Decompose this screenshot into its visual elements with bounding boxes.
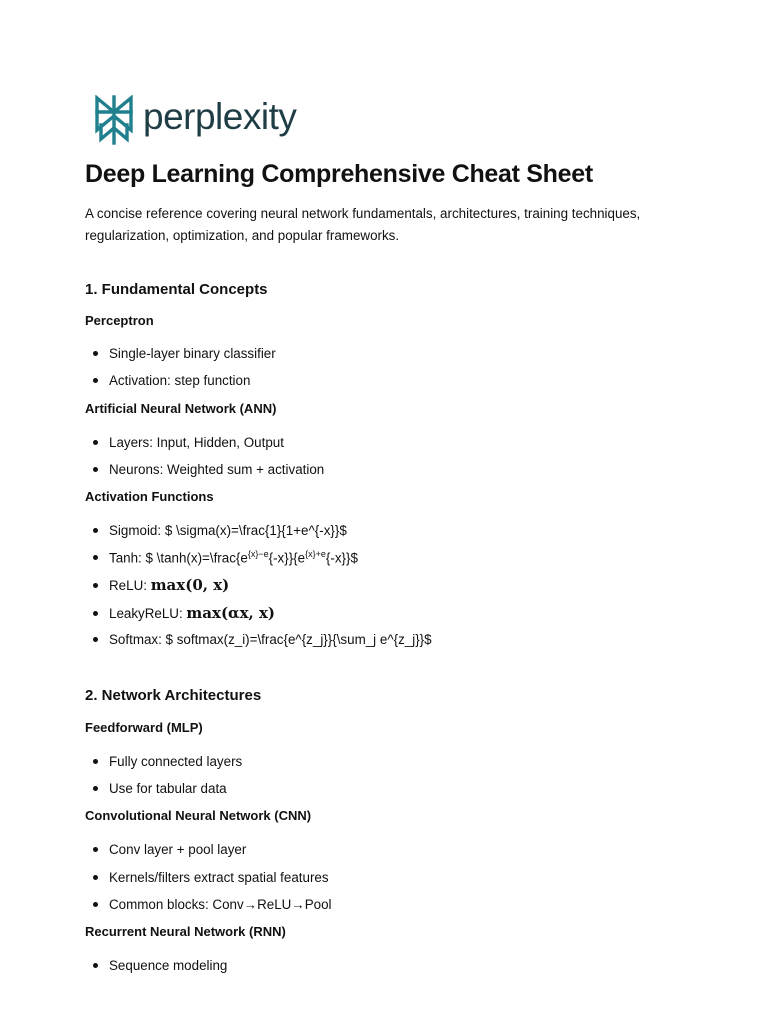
subheading-activation-functions: Activation Functions [85,489,214,504]
list-item: Kernels/filters extract spatial features [93,870,329,885]
list-item: Activation: step function [93,373,250,388]
logo-wordmark: perplexity [143,96,297,137]
list-item-tanh: Tanh: $ $\backslash\tanh(x)=\backslash frac\{e^{\{x\}-e}\{-x\}\}\{e^{\{x\}+e}\{-x\}\}\$$ [93,549,358,565]
list-item: Use for tabular data [93,781,227,796]
bullet [93,346,109,361]
page-title: Deep Learning Comprehensive Cheat Sheet [85,160,593,188]
list-item: Single-layer binary classifier [93,346,276,361]
bullet [93,870,109,885]
bullet [93,781,109,796]
perplexity-logo [93,94,296,146]
math-leakyrelu: max(αx, x) [186,604,276,622]
bullet [93,632,109,647]
subheading-mlp: Feedforward (MLP) [85,720,203,735]
bullet [93,606,109,621]
perplexity-logo-icon [93,95,135,145]
section-heading-architectures: 2. Network Architectures [85,687,262,704]
bullet [93,897,109,912]
subheading-perceptron: Perceptron [85,313,154,328]
bullet [93,958,109,973]
bullet [93,578,109,593]
subheading-rnn: Recurrent Neural Network (RNN) [85,924,286,939]
subheading-cnn: Convolutional Neural Network (CNN) [85,808,312,823]
list-item-softmax: Softmax: $ softmax(z_i)=\frac{e^{z_j}}{\sum_j e^{z_j}}$ [93,632,432,647]
subheading-ann: Artificial Neural Network (ANN) [85,401,277,416]
list-item: Conv layer + pool layer [93,842,246,857]
list-item: Sequence modeling [93,958,227,973]
section-heading-fundamentals: 1. Fundamental Concepts [85,281,268,298]
bullet [93,373,109,388]
bullet [93,550,109,565]
list-item-leakyrelu: LeakyReLU: max(αx, x) [93,604,275,622]
list-item: Layers: Input, Hidden, Output [93,435,284,450]
list-item-sigmoid: Sigmoid: $ \sigma(x)=\frac{1}{1+e^{-x}}$ [93,523,347,538]
list-item-relu: ReLU: max(0, x) [93,576,229,594]
list-item: Neurons: Weighted sum + activation [93,462,324,477]
bullet [93,754,109,769]
bullet [93,523,109,538]
bullet [93,462,109,477]
bullet [93,435,109,450]
bullet [93,842,109,857]
intro-paragraph: A concise reference covering neural network fundamentals, architectures, training techniques, regularization, optimization, and popular frameworks. [85,206,641,243]
list-item: Common blocks: Conv→ReLU→Pool [93,897,332,912]
list-item: Fully connected layers [93,754,242,769]
math-relu: max(0, x) [150,576,230,594]
